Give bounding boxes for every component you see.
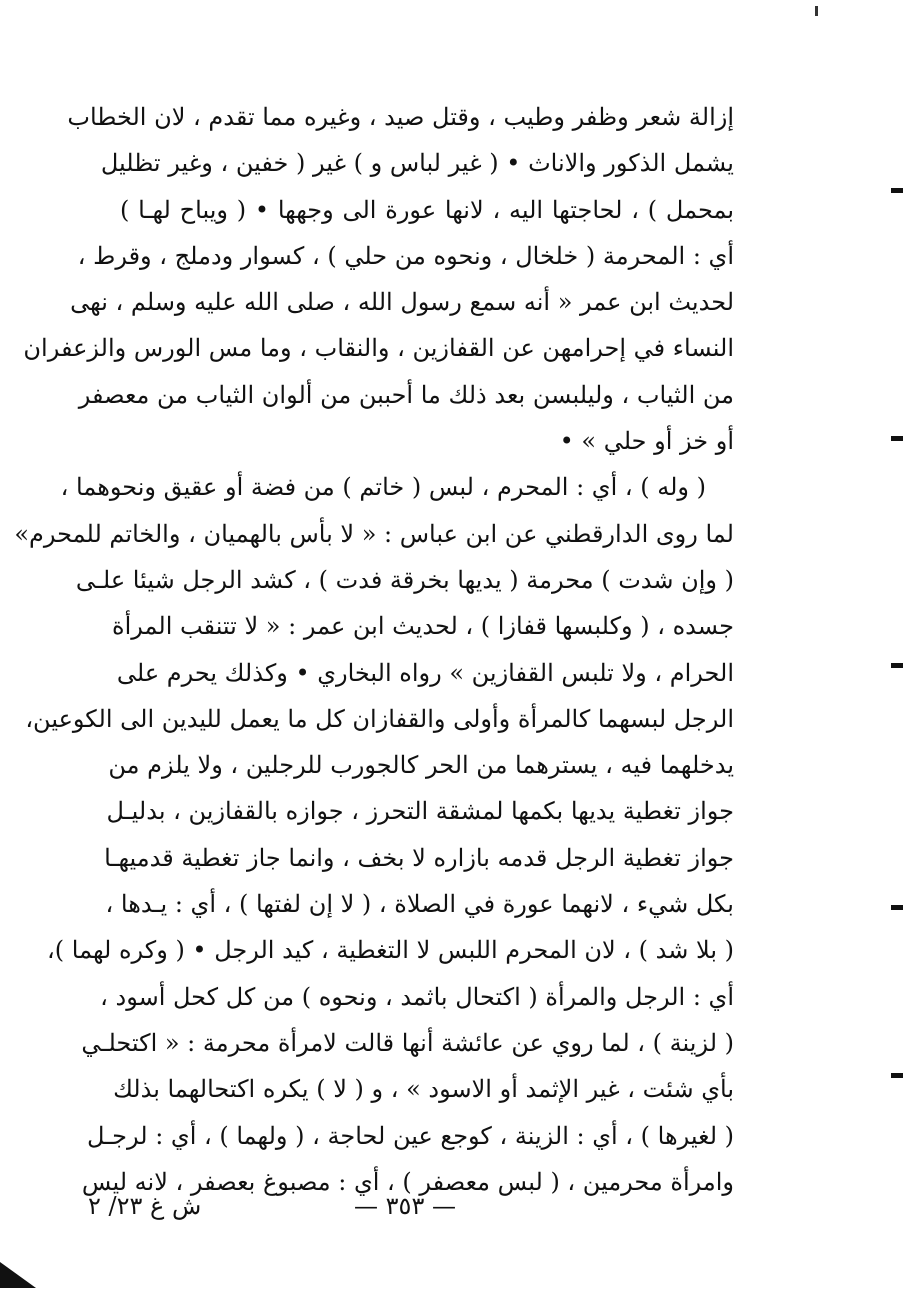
corner-triangle: [0, 1262, 36, 1288]
text-line: أي : الرجل والمرأة ( اكتحال باثمد ، ونحوه ) من كل كحل أسود ،: [100, 982, 734, 1011]
margin-tick: [891, 436, 903, 441]
body-text: [14, 94, 734, 1205]
text-line: يدخلهما فيه ، يسترهما من الحر كالجورب للرجلين ، ولا يلزم من: [108, 751, 734, 780]
margin-tick: [891, 663, 903, 668]
text-line: ( وله ) ، أي : المحرم ، لبس ( خاتم ) من فضة أو عقيق ونحوهما ،: [60, 473, 706, 502]
text-line: وامرأة محرمين ، ( لبس معصفر ) ، أي : مصبوغ بعصفر ، لانه ليس: [81, 1167, 734, 1196]
text-line: بكل شيء ، لانهما عورة في الصلاة ، ( لا إن لفتها ) ، أي : يـدها ،: [105, 890, 734, 919]
text-line: ( لغيرها ) ، أي : الزينة ، كوجع عين لحاجة ، ( ولهما ) ، أي : لرجـل: [86, 1121, 734, 1150]
text-line: لما روى الدارقطني عن ابن عباس : « لا بأس بالهميان ، والخاتم للمحرم»: [14, 519, 734, 548]
text-line: جواز تغطية الرجل قدمه بازاره لا بخف ، وانما جاز تغطية قدميهـا: [104, 843, 734, 872]
text-line: ( وإن شدت ) محرمة ( يديها بخرقة فدت ) ، كشد الرجل شيئا علـى: [75, 565, 734, 594]
page-number: — ٣٥٣ —: [354, 1192, 456, 1220]
page-footer: [0, 1186, 903, 1226]
margin-tick: [891, 1073, 903, 1078]
text-line: جسده ، ( وكلبسها قفازا ) ، لحديث ابن عمر : « لا تتنقب المرأة: [112, 612, 734, 641]
text-line: الرجل لبسهما كالمرأة وأولى والقفازان كل ما يعمل لليدين الى الكوعين،: [25, 704, 734, 733]
text-line: بمحمل ) ، لحاجتها اليه ، لانها عورة الى وجهها • ( ويباح لهـا ): [120, 195, 734, 224]
text-line: بأي شئت ، غير الإثمد أو الاسود » ، و ( لا ) يكره اكتحالهما بذلك: [113, 1075, 734, 1104]
text-line: يشمل الذكور والاناث • ( غير لباس و ) غير ( خفين ، وغير تظليل: [100, 149, 734, 178]
scan-speck: [815, 6, 818, 16]
text-line: لحديث ابن عمر « أنه سمع رسول الله ، صلى الله عليه وسلم ، نهى: [70, 288, 734, 317]
text-line: النساء في إحرامهن عن القفازين ، والنقاب ، وما مس الورس والزعفران: [23, 334, 734, 363]
text-line: الحرام ، ولا تلبس القفازين » رواه البخاري • وكذلك يحرم على: [116, 658, 734, 687]
text-line: أو خز أو حلي » •: [559, 427, 734, 456]
text-line: أي : المحرمة ( خلخال ، ونحوه من حلي ) ، كسوار ودملج ، وقرط ،: [77, 241, 734, 270]
margin-tick: [891, 188, 903, 193]
text-line: جواز تغطية يديها بكمها لمشقة التحرز ، جوازه بالقفازين ، بدليـل: [106, 797, 734, 826]
margin-tick: [891, 905, 903, 910]
text-line: من الثياب ، وليلبسن بعد ذلك ما أحببن من ألوان الثياب من معصفر: [78, 380, 734, 409]
text-line: ( لزينة ) ، لما روي عن عائشة أنها قالت لامرأة محرمة : « اكتحلـي: [81, 1028, 734, 1057]
text-line: ( بلا شد ) ، لان المحرم اللبس لا التغطية ، كيد الرجل • ( وكره لهما )،: [47, 936, 734, 965]
signature-mark: ش غ ٢٣/ ٢: [88, 1192, 202, 1220]
text-line: إزالة شعر وظفر وطيب ، وقتل صيد ، وغيره مما تقدم ، لان الخطاب: [67, 103, 734, 131]
